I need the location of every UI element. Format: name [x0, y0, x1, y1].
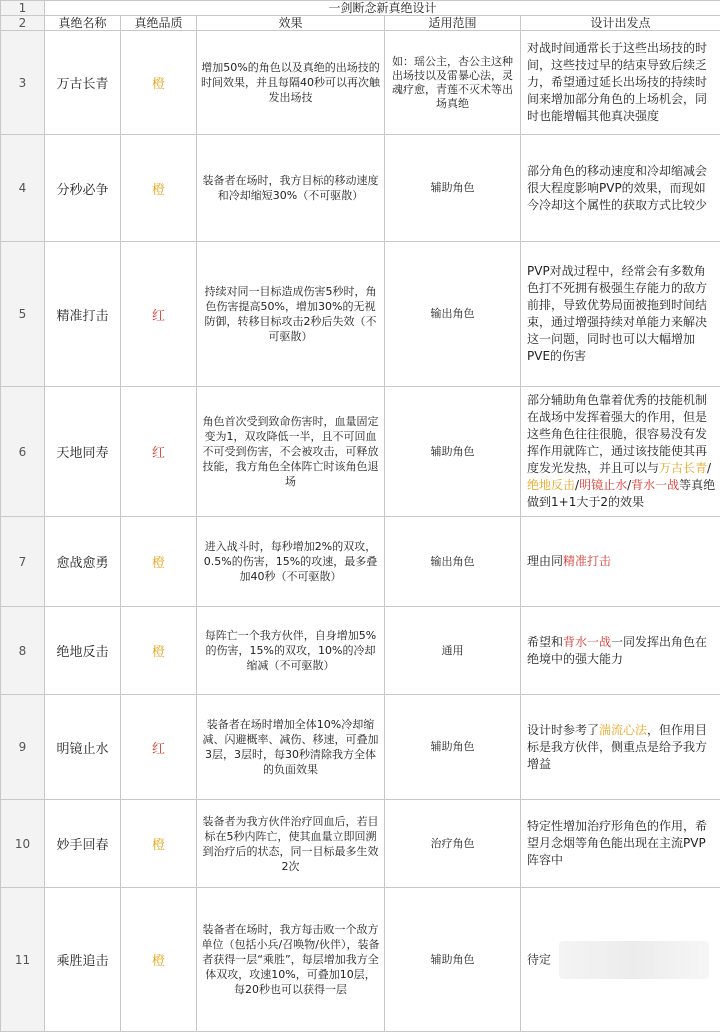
cell-design[interactable] — [521, 135, 720, 242]
design-text: 对战时间通常长于这些出场技的时间，这些技过早的结束导致后续乏力，希望通过延长出场技的持续时间来增加部分角色的上场机会，同时也能增幅其他真决强度 — [527, 41, 708, 123]
cell-quality[interactable]: 红 — [121, 387, 197, 517]
cell-design[interactable] — [521, 888, 720, 1032]
cell-name[interactable]: 绝地反击 — [45, 607, 121, 695]
cell-name[interactable]: 万古长青 — [45, 31, 121, 135]
cell-design[interactable] — [521, 387, 720, 517]
cell-name[interactable]: 精准打击 — [45, 242, 121, 387]
cell-effect[interactable]: 装备者为我方伙伴治疗回血后，若目标在5秒内阵亡，使其血量立即回溯到治疗后的状态，同一目标最多生效2次 — [197, 800, 385, 888]
design-text: 部分角色的移动速度和冷却缩减会很大程度影响PVP的效果，而现如今冷却这个属性的获取方式比较少 — [527, 163, 708, 212]
row-number[interactable]: 3 — [1, 31, 45, 135]
sheet-row-1 — [1, 1, 720, 16]
design-highlight: 明镜止水 — [579, 478, 628, 492]
row-number[interactable]: 7 — [1, 517, 45, 607]
blurred-watermark — [559, 941, 709, 979]
design-separator: / — [627, 478, 632, 492]
cell-name[interactable]: 妙手回春 — [45, 800, 121, 888]
row-number[interactable]: 4 — [1, 135, 45, 242]
table-row — [1, 387, 720, 517]
cell-effect[interactable]: 每阵亡一个我方伙伴，自身增加5%的伤害，15%的双攻，10%的冷却缩减（不可驱散） — [197, 607, 385, 695]
cell-scope[interactable]: 辅助角色 — [385, 387, 521, 517]
row-number[interactable]: 9 — [1, 695, 45, 800]
design-text: 待定 — [527, 952, 552, 966]
design-text-part: 希望和 — [527, 634, 564, 649]
cell-name[interactable]: 分秒必争 — [45, 135, 121, 242]
design-highlight: 背水一战 — [631, 478, 680, 492]
design-text — [527, 634, 717, 668]
design-separator: / — [575, 478, 580, 492]
design-text — [527, 722, 717, 773]
design-highlight: 背水一战 — [563, 634, 612, 649]
row-number[interactable]: 8 — [1, 607, 45, 695]
design-text-part: 设计时参考了 — [527, 722, 600, 737]
cell-effect[interactable]: 装备者在场时，我方目标的移动速度和冷却缩短30%（不可驱散） — [197, 135, 385, 242]
cell-scope[interactable]: 输出角色 — [385, 517, 521, 607]
cell-name[interactable]: 明镜止水 — [45, 695, 121, 800]
design-text-part: ，但作用目标是我方伙伴，侧重点是给予我方增益 — [527, 722, 708, 771]
cell-name[interactable]: 天地同寿 — [45, 387, 121, 517]
design-text: 特定性增加治疗形角色的作用，希望月念烟等角色能出现在主流PVP阵容中 — [527, 819, 708, 867]
design-separator: / — [707, 461, 712, 475]
header-effect[interactable]: 效果 — [197, 16, 385, 31]
cell-effect[interactable]: 装备者在场时增加全体10%冷却缩减、闪避概率、减伤、移速，可叠加3层，3层时，每30秒清除我方全体的负面效果 — [197, 695, 385, 800]
cell-design[interactable] — [521, 242, 720, 387]
row-number[interactable]: 10 — [1, 800, 45, 888]
cell-name[interactable]: 乘胜追击 — [45, 888, 121, 1032]
cell-quality[interactable]: 橙 — [121, 135, 197, 242]
cell-quality[interactable]: 红 — [121, 242, 197, 387]
cell-quality[interactable]: 橙 — [121, 517, 197, 607]
design-text — [527, 392, 717, 511]
header-name[interactable]: 真绝名称 — [45, 16, 121, 31]
cell-quality[interactable]: 橙 — [121, 31, 197, 135]
cell-design[interactable] — [521, 800, 720, 888]
table-row — [1, 607, 720, 695]
design-highlight: 万古长青 — [659, 461, 708, 475]
cell-effect[interactable]: 持续对同一目标造成伤害5秒时，角色伤害提高50%，增加30%的无视防御，转移目标攻击2秒后失效（不可驱散） — [197, 242, 385, 387]
design-highlight: 绝地反击 — [527, 478, 576, 492]
sheet-title[interactable]: 一剑断念新真绝设计 — [45, 1, 720, 16]
table-row — [1, 695, 720, 800]
cell-quality[interactable]: 橙 — [121, 607, 197, 695]
cell-design[interactable] — [521, 31, 720, 135]
design-text-part: 等真绝做到1+1大于2的效果 — [527, 478, 716, 509]
cell-scope[interactable]: 辅助角色 — [385, 888, 521, 1032]
row-number[interactable]: 2 — [1, 16, 45, 31]
cell-scope[interactable]: 通用 — [385, 607, 521, 695]
cell-effect[interactable]: 进入战斗时，每秒增加2%的双攻，0.5%的伤害，15%的攻速，最多叠加40秒（不可驱散） — [197, 517, 385, 607]
table-row — [1, 800, 720, 888]
header-scope[interactable]: 适用范围 — [385, 16, 521, 31]
cell-scope[interactable]: 辅助角色 — [385, 695, 521, 800]
cell-name[interactable]: 愈战愈勇 — [45, 517, 121, 607]
cell-quality[interactable]: 红 — [121, 695, 197, 800]
design-highlight: 精准打击 — [563, 554, 612, 568]
cell-scope[interactable]: 输出角色 — [385, 242, 521, 387]
table-row — [1, 888, 720, 1032]
table-row — [1, 242, 720, 387]
row-number[interactable]: 1 — [1, 1, 45, 16]
design-text: PVP对战过程中，经常会有多数角色打不死拥有极强生存能力的敌方前排，导致优势局面被拖到时间结束，通过增强持续对单能力来解决这一问题，同时也可以大幅增加PVE的伤害 — [527, 264, 708, 363]
table-row — [1, 517, 720, 607]
cell-effect[interactable]: 装备者在场时，我方每击败一个敌方单位（包括小兵/召唤物/伙伴），装备者获得一层“乘胜”，每层增加我方全体双攻，攻速10%，可叠加10层，每20秒也可以获得一层 — [197, 888, 385, 1032]
row-number[interactable]: 6 — [1, 387, 45, 517]
header-design[interactable]: 设计出发点 — [521, 16, 720, 31]
cell-scope[interactable]: 如：瑶公主，杏公主这种出场技以及雷暴心法，灵魂疗愈，青莲不灭术等出场真绝 — [385, 31, 521, 135]
design-text-part: 理由同 — [527, 554, 564, 568]
sheet-header-row — [1, 16, 720, 31]
cell-quality[interactable]: 橙 — [121, 800, 197, 888]
cell-scope[interactable]: 治疗角色 — [385, 800, 521, 888]
design-text-part: 部分辅助角色靠着优秀的技能机制在战场中发挥着强大的作用，但是这些角色往往很脆，很容易没有发挥作用就阵亡，通过该技能使其再度发光发热，并且可以与 — [527, 393, 708, 475]
table-row — [1, 135, 720, 242]
design-text-part: 一同发挥出角色在绝境中的强大能力 — [527, 634, 708, 666]
cell-design[interactable] — [521, 517, 720, 607]
row-number[interactable]: 11 — [1, 888, 45, 1032]
cell-quality[interactable]: 橙 — [121, 888, 197, 1032]
header-quality[interactable]: 真绝品质 — [121, 16, 197, 31]
table-row — [1, 31, 720, 135]
row-number[interactable]: 5 — [1, 242, 45, 387]
cell-effect[interactable]: 增加50%的角色以及真绝的出场技的时间效果，并且每隔40秒可以再次触发出场技 — [197, 31, 385, 135]
cell-design[interactable] — [521, 695, 720, 800]
design-highlight: 湍流心法 — [599, 722, 648, 737]
cell-effect[interactable]: 角色首次受到致命伤害时，血量固定变为1，双攻降低一半，且不可回血不可受到伤害，不会被攻击，可释放技能，我方角色全体阵亡时该角色退场 — [197, 387, 385, 517]
cell-scope[interactable]: 辅助角色 — [385, 135, 521, 242]
cell-design[interactable] — [521, 607, 720, 695]
